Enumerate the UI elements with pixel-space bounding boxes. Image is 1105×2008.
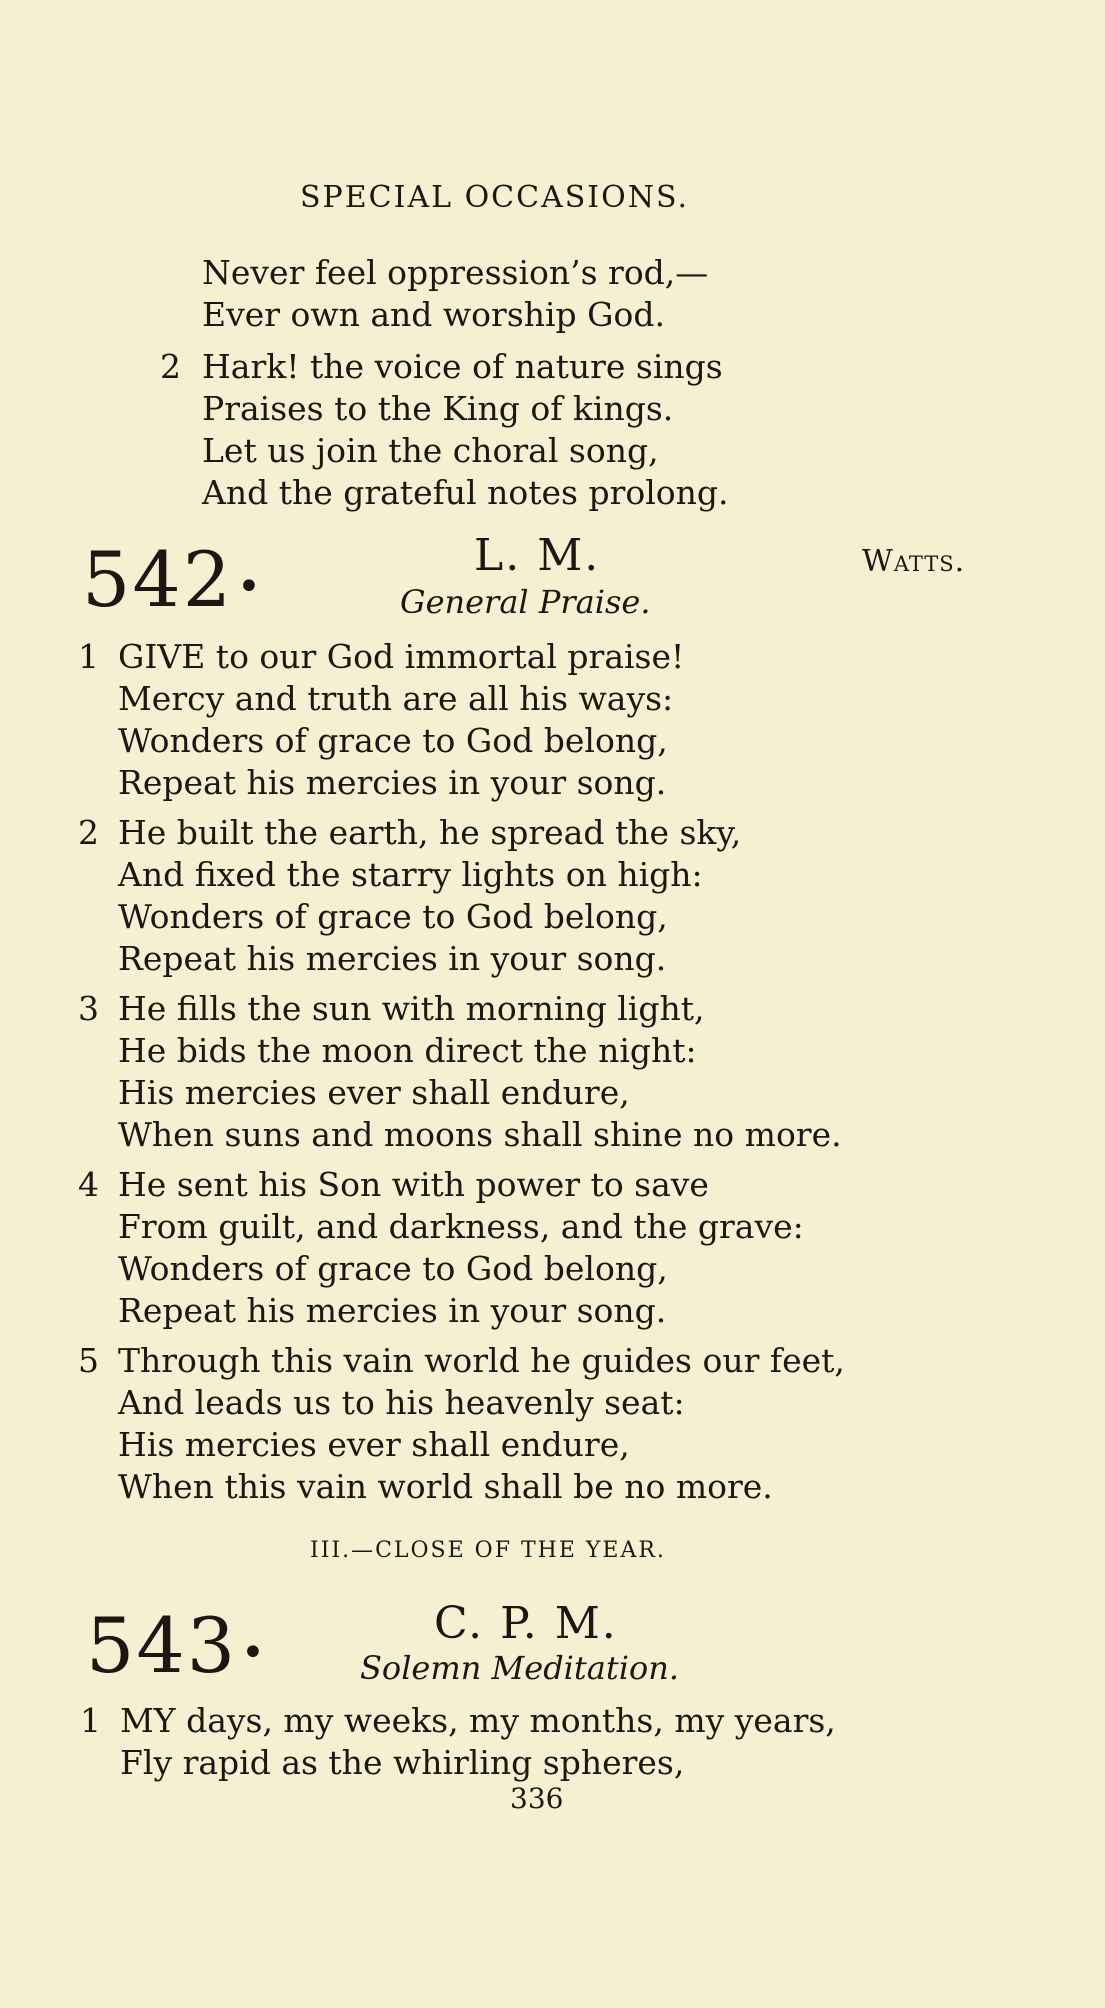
verse-line: Wonders of grace to God belong, — [118, 897, 668, 936]
verse-line: Repeat his mercies in your song. — [118, 763, 667, 802]
verse-line: Repeat his mercies in your song. — [118, 1291, 667, 1330]
verse-line: He built the earth, he spread the sky, — [118, 813, 742, 852]
verse-line: He fills the sun with morning light, — [118, 989, 705, 1028]
stanza-number: 5 — [78, 1341, 99, 1380]
verse-line: GIVE to our God immortal praise! — [118, 637, 685, 676]
verse-line: Through this vain world he guides our feet, — [118, 1341, 845, 1380]
verse-line: His mercies ever shall endure, — [118, 1073, 630, 1112]
verse-line: Repeat his mercies in your song. — [118, 939, 667, 978]
verse-line: Ever own and worship God. — [202, 295, 666, 334]
hymn-number: 543 • — [86, 1601, 267, 1690]
verse-line: MY days, my weeks, my months, my years, — [120, 1701, 836, 1740]
verse-line: Wonders of grace to God belong, — [118, 1249, 668, 1288]
verse-line: Fly rapid as the whirling spheres, — [120, 1743, 685, 1782]
stanza-number: 1 — [78, 637, 99, 676]
verse-line: When this vain world shall be no more. — [118, 1467, 773, 1506]
stanza-number: 2 — [160, 347, 181, 386]
verse-line: Let us join the choral song, — [202, 431, 659, 470]
verse-line: From guilt, and darkness, and the grave: — [118, 1207, 804, 1246]
hymn-author: Watts. — [862, 544, 966, 579]
hymn-meter: L. M. — [474, 530, 601, 581]
hymn-subtitle: Solemn Meditation. — [360, 1649, 679, 1687]
verse-line: Praises to the King of kings. — [202, 389, 674, 428]
running-head: SPECIAL OCCASIONS. — [300, 180, 689, 215]
stanza-number: 4 — [78, 1165, 99, 1204]
verse-line: Never feel oppression’s rod,— — [202, 253, 709, 292]
verse-line: Mercy and truth are all his ways: — [118, 679, 674, 718]
verse-line: When suns and moons shall shine no more. — [118, 1115, 842, 1154]
stanza-number: 3 — [78, 989, 99, 1028]
hymn-subtitle: General Praise. — [400, 583, 651, 621]
verse-line: He sent his Son with power to save — [118, 1165, 709, 1204]
stanza-number: 1 — [80, 1701, 101, 1740]
hymn-meter: C. P. M. — [434, 1598, 618, 1649]
section-title: III.—CLOSE OF THE YEAR. — [310, 1538, 666, 1563]
verse-line: Hark! the voice of nature sings — [202, 347, 723, 386]
verse-line: And the grateful notes prolong. — [202, 473, 729, 512]
verse-line: Wonders of grace to God belong, — [118, 721, 668, 760]
page-number: 336 — [510, 1782, 564, 1815]
hymn-number: 542 • — [82, 535, 263, 624]
stanza-number: 2 — [78, 813, 99, 852]
verse-line: His mercies ever shall endure, — [118, 1425, 630, 1464]
verse-line: And leads us to his heavenly seat: — [118, 1383, 685, 1422]
verse-line: And fixed the starry lights on high: — [118, 855, 703, 894]
verse-line: He bids the moon direct the night: — [118, 1031, 697, 1070]
